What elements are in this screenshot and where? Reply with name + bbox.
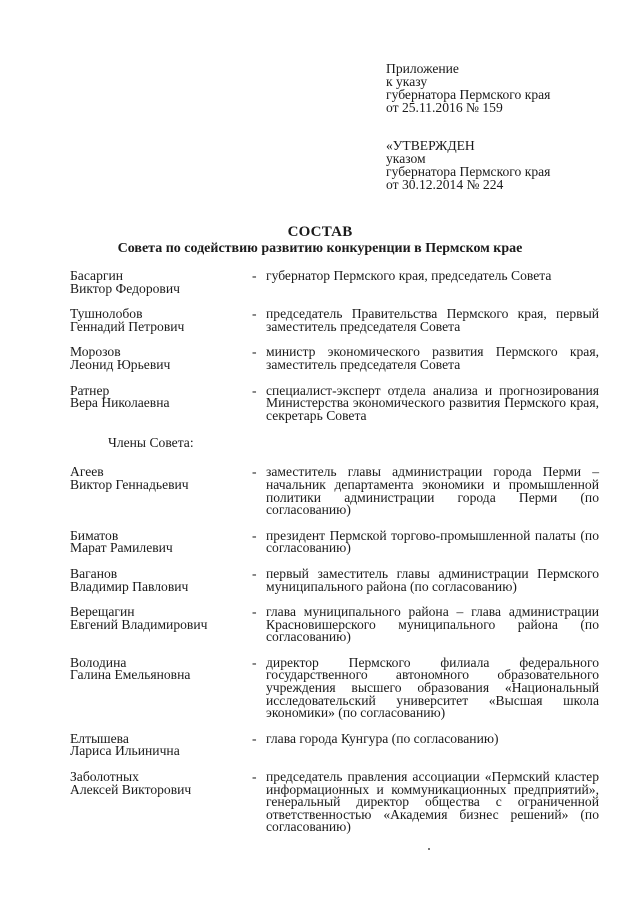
scan-mark bbox=[428, 848, 430, 850]
member-name bbox=[70, 565, 252, 594]
member-name bbox=[70, 730, 252, 759]
member-dash: - bbox=[252, 604, 257, 620]
council-composition bbox=[70, 270, 610, 847]
appendix-line: от 25.11.2016 № 159 bbox=[386, 100, 503, 115]
member-role: директор Пермского филиала федерального государственного автономного образовательного учреждения высшего образования «Национальный исследовательский университет «Высшая школа экономики» (по согласованию) bbox=[266, 654, 599, 721]
approval-line: указом bbox=[386, 151, 426, 166]
member-given-names: Виктор Геннадьевич bbox=[70, 476, 189, 492]
member-row bbox=[70, 654, 610, 721]
document-subtitle: Совета по содействию развитию конкуренции в Пермском крае bbox=[117, 241, 523, 256]
member-row bbox=[70, 730, 610, 759]
member-role: глава муниципального района – глава администрации Красновишерского муниципального района (по согласованию) bbox=[266, 604, 599, 645]
member-surname: Басаргин bbox=[70, 268, 123, 283]
member-row bbox=[70, 527, 610, 556]
member-name bbox=[70, 606, 252, 644]
member-row bbox=[70, 382, 610, 423]
member-given-names: Вера Николаевна bbox=[70, 395, 170, 411]
member-role: глава города Кунгура (по согласованию) bbox=[266, 730, 499, 746]
appendix-header bbox=[386, 62, 616, 114]
document-title: СОСТАВ bbox=[287, 224, 353, 240]
leadership-list bbox=[70, 270, 610, 422]
member-role: председатель Правительства Пермского края, первый заместитель председателя Совета bbox=[266, 306, 599, 334]
member-role: министр экономического развития Пермского края, заместитель председателя Совета bbox=[266, 344, 599, 372]
member-dash: - bbox=[252, 306, 257, 322]
member-role: президент Пермской торгово-промышленной палаты (по согласованию) bbox=[266, 527, 599, 556]
member-name bbox=[70, 654, 252, 720]
member-surname: Володина bbox=[70, 654, 127, 670]
member-surname: Агеев bbox=[70, 464, 104, 480]
appendix-line: губернатора Пермского края bbox=[386, 87, 551, 102]
member-role: специалист-эксперт отдела анализа и прогнозирования Министерства экономического развития Пермского края, секретарь Совета bbox=[266, 382, 599, 423]
member-dash: - bbox=[252, 527, 257, 543]
member-role: заместитель главы администрации города Перми – начальник департамента экономики и промышленной политики администрации города Перми (по согласованию) bbox=[266, 464, 599, 518]
member-dash: - bbox=[252, 382, 257, 398]
approval-line: от 30.12.2014 № 224 bbox=[386, 177, 504, 192]
member-given-names: Геннадий Петрович bbox=[70, 318, 185, 334]
member-surname: Биматов bbox=[70, 527, 119, 543]
member-row bbox=[70, 346, 610, 371]
members-section-label: Члены Совета: bbox=[108, 435, 194, 451]
member-name bbox=[70, 308, 252, 333]
member-role: первый заместитель главы администрации Пермского муниципального района (по согласованию) bbox=[266, 565, 599, 594]
member-given-names: Владимир Павлович bbox=[70, 578, 189, 594]
member-given-names: Виктор Федорович bbox=[70, 280, 180, 296]
member-role: губернатор Пермского края, председатель Совета bbox=[266, 268, 552, 283]
member-dash: - bbox=[252, 344, 257, 360]
member-surname: Ваганов bbox=[70, 565, 118, 581]
member-dash: - bbox=[252, 769, 257, 785]
member-row bbox=[70, 565, 610, 594]
member-name bbox=[70, 466, 252, 516]
member-role: председатель правления ассоциации «Пермский кластер информационных и коммуникационных предприятий», генеральный директор общества с ограниченной ответственностью «Академия бизнес решений» (по согласованию) bbox=[266, 769, 599, 835]
member-given-names: Леонид Юрьевич bbox=[70, 356, 171, 372]
appendix-line: к указу bbox=[386, 74, 428, 89]
member-surname: Ратнер bbox=[70, 382, 110, 398]
member-row bbox=[70, 270, 610, 295]
member-dash: - bbox=[252, 730, 257, 746]
member-given-names: Лариса Ильинична bbox=[70, 743, 180, 759]
approval-line: «УТВЕРЖДЕН bbox=[386, 138, 475, 153]
member-name bbox=[70, 771, 252, 834]
member-name bbox=[70, 270, 252, 295]
member-row bbox=[70, 606, 610, 644]
members-list bbox=[70, 466, 610, 834]
approval-header bbox=[386, 139, 616, 191]
member-given-names: Марат Рамилевич bbox=[70, 540, 173, 556]
member-surname: Верещагин bbox=[70, 604, 135, 620]
member-name bbox=[70, 527, 252, 556]
member-surname: Морозов bbox=[70, 344, 121, 360]
appendix-line: Приложение bbox=[386, 61, 459, 76]
member-given-names: Евгений Владимирович bbox=[70, 616, 208, 632]
member-dash: - bbox=[252, 464, 257, 480]
member-name bbox=[70, 382, 252, 423]
member-surname: Заболотных bbox=[70, 769, 139, 785]
member-row bbox=[70, 466, 610, 516]
member-surname: Елтышева bbox=[70, 730, 129, 746]
member-dash: - bbox=[252, 565, 257, 581]
approval-line: губернатора Пермского края bbox=[386, 164, 551, 179]
member-given-names: Галина Емельяновна bbox=[70, 667, 191, 683]
member-surname: Тушнолобов bbox=[70, 306, 143, 322]
member-given-names: Алексей Викторович bbox=[70, 781, 192, 797]
member-name bbox=[70, 346, 252, 371]
member-dash: - bbox=[252, 654, 257, 670]
member-row bbox=[70, 308, 610, 333]
member-dash: - bbox=[252, 268, 257, 283]
member-row bbox=[70, 771, 610, 834]
